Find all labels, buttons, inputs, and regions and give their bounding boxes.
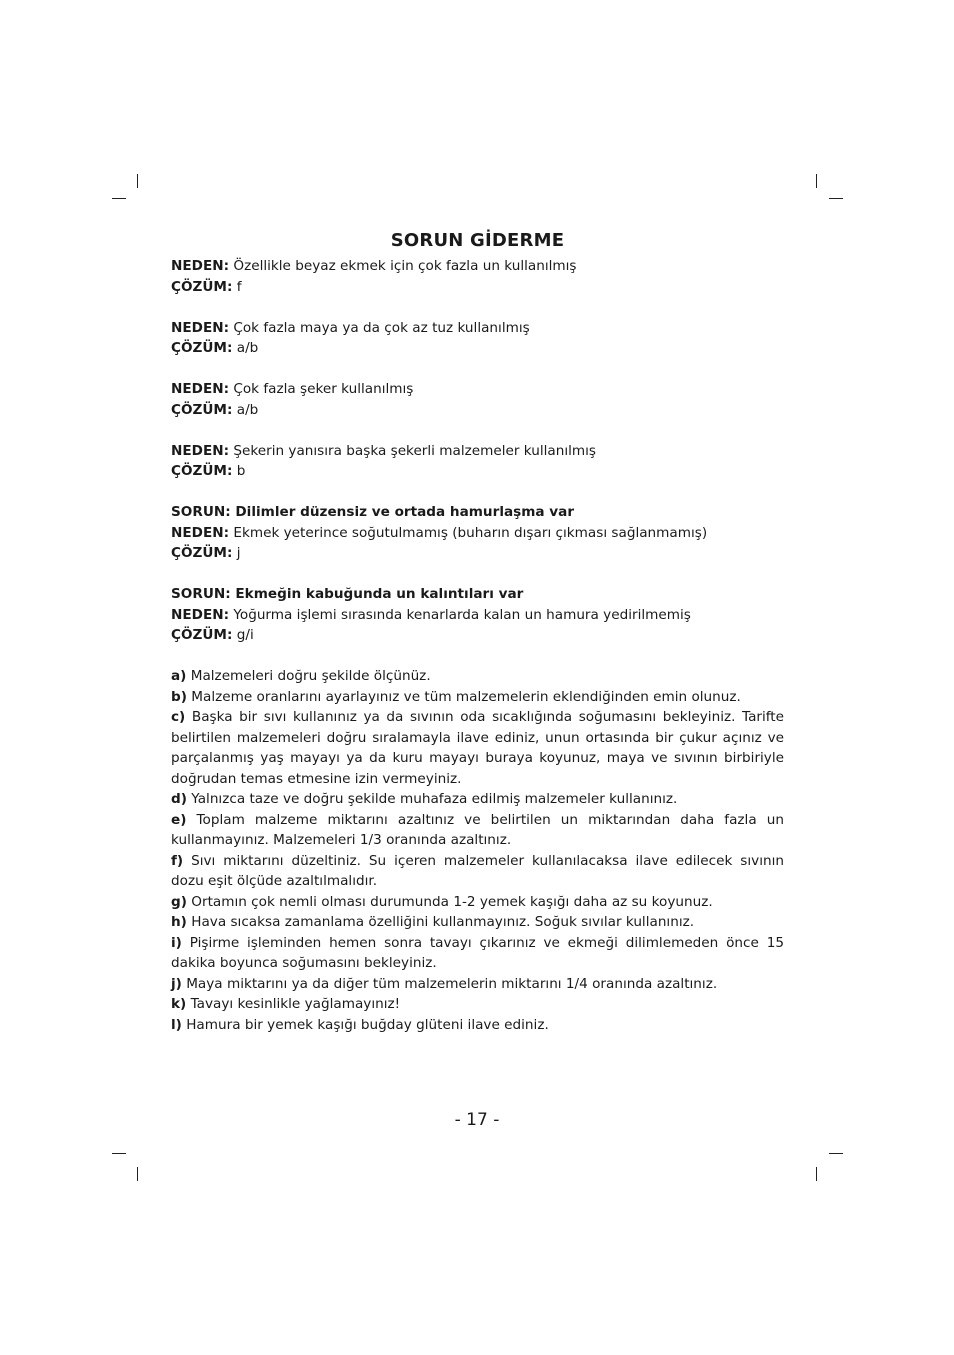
cause-text: Yoğurma işlemi sırasında kenarlarda kalan un hamura yedirilmemiş [233, 606, 691, 623]
cause-text: Ekmek yeterince soğutulmamış (buharın dışarı çıkması sağlanmamış) [233, 524, 708, 541]
solution-item-h [171, 912, 784, 933]
solution-item-d [171, 789, 784, 810]
crop-mark-bottom-right-horizontal [829, 1153, 843, 1154]
entry-5 [171, 502, 784, 564]
solution-line [171, 400, 784, 421]
solution-text: g/i [236, 627, 254, 643]
problem-heading: SORUN: Dilimler düzensiz ve ortada hamurlaşma var [171, 504, 575, 520]
solution-line [171, 277, 784, 298]
solution-item-f [171, 851, 784, 892]
solution-key: b) [171, 688, 187, 705]
solution-item-text: Malzeme oranlarını ayarlayınız ve tüm malzemelerin eklendiğinden emin olunuz. [191, 688, 741, 705]
solution-label: ÇÖZÜM: [171, 401, 233, 418]
cause-text: Şekerin yanısıra başka şekerli malzemeler kullanılmış [233, 442, 596, 459]
entry-1 [171, 256, 784, 297]
solution-item-text: Tavayı kesinlikle yağlamayınız! [190, 996, 401, 1012]
solution-text: f [236, 278, 242, 295]
cause-text: Özellikle beyaz ekmek için çok fazla un kullanılmış [233, 258, 577, 274]
solution-line [171, 461, 784, 482]
solution-item-text: Hava sıcaksa zamanlama özelliğini kullanmayınız. Soğuk sıvılar kullanınız. [191, 914, 695, 930]
solutions-list [171, 666, 784, 1035]
cause-text: Çok fazla maya ya da çok az tuz kullanılmış [233, 319, 530, 336]
entry-6 [171, 584, 784, 646]
solution-item-l [171, 1015, 784, 1036]
solution-text: a/b [236, 340, 259, 356]
cause-line [171, 256, 784, 277]
page-content [171, 228, 784, 1035]
cause-text: Çok fazla şeker kullanılmış [233, 381, 414, 397]
solution-key: a) [171, 668, 187, 684]
solution-item-e [171, 810, 784, 851]
cause-line [171, 441, 784, 462]
crop-mark-top-left-horizontal [112, 198, 126, 199]
solution-label: ÇÖZÜM: [171, 545, 233, 561]
crop-mark-bottom-left-vertical [137, 1167, 138, 1181]
solution-key: i) [171, 934, 182, 951]
crop-mark-top-left-vertical [137, 174, 138, 188]
solution-text: b [236, 463, 246, 479]
solution-item-g [171, 892, 784, 913]
solution-key: h) [171, 914, 187, 930]
cause-line [171, 605, 784, 626]
solution-key: g) [171, 893, 187, 910]
entry-3 [171, 379, 784, 420]
solution-item-text: Sıvı miktarını düzeltiniz. Su içeren malzemeler kullanılacaksa ilave edilecek sıvının dozu eşit ölçüde azaltılmalıdır. [171, 852, 784, 889]
solution-key: d) [171, 791, 187, 807]
cause-label: NEDEN: [171, 606, 230, 623]
solution-text: a/b [236, 401, 259, 418]
solution-item-a [171, 666, 784, 687]
solution-item-text: Malzemeleri doğru şekilde ölçünüz. [190, 668, 431, 684]
solution-key: j) [171, 975, 182, 992]
cause-line [171, 523, 784, 544]
crop-mark-bottom-right-vertical [816, 1167, 817, 1181]
cause-label: NEDEN: [171, 381, 230, 397]
solution-label: ÇÖZÜM: [171, 463, 233, 479]
solution-key: l) [171, 1016, 182, 1033]
page-number: - 17 - [454, 1110, 500, 1130]
page-title: SORUN GİDERME [390, 230, 565, 251]
solution-key: e) [171, 811, 187, 828]
solution-line [171, 625, 784, 646]
solution-item-k [171, 994, 784, 1015]
solution-item-text: Toplam malzeme miktarını azaltınız ve belirtilen un miktarından daha fazla un kullanmayınız. Malzemeleri 1/3 oranında azaltınız. [171, 811, 784, 848]
solution-item-i [171, 933, 784, 974]
solution-line [171, 543, 784, 564]
solution-label: ÇÖZÜM: [171, 627, 233, 643]
entry-2 [171, 318, 784, 359]
solution-text: j [236, 545, 241, 561]
solution-item-b [171, 687, 784, 708]
cause-label: NEDEN: [171, 524, 230, 541]
solution-item-text: Hamura bir yemek kaşığı buğday glüteni ilave ediniz. [186, 1016, 549, 1033]
cause-label: NEDEN: [171, 258, 230, 274]
solution-item-c [171, 707, 784, 789]
solution-item-text: Ortamın çok nemli olması durumunda 1-2 yemek kaşığı daha az su koyunuz. [191, 893, 713, 910]
solution-key: f) [171, 852, 184, 869]
solution-key: k) [171, 996, 187, 1012]
cause-line [171, 318, 784, 339]
cause-line [171, 379, 784, 400]
solution-label: ÇÖZÜM: [171, 340, 233, 356]
solution-item-j [171, 974, 784, 995]
entry-4 [171, 441, 784, 482]
crop-mark-top-right-horizontal [829, 198, 843, 199]
solution-key: c) [171, 709, 186, 725]
solution-item-text: Maya miktarını ya da diğer tüm malzemelerin miktarını 1/4 oranında azaltınız. [186, 975, 718, 992]
cause-label: NEDEN: [171, 442, 230, 459]
solution-item-text: Başka bir sıvı kullanınız ya da sıvının oda sıcaklığında soğumasını bekleyiniz. Tarifte belirtilen malzemeleri doğru sıralamayla ilave ediniz, unun ortasında bir çukur açınız ve parçalanmış yaş mayayı ya da kuru mayayı buraya koyunuz, maya ve sıvının birbiriyle doğrudan temas etmesine izin vermeyiniz. [171, 709, 785, 787]
crop-mark-top-right-vertical [816, 174, 817, 188]
solution-item-text: Pişirme işleminden hemen sonra tavayı çıkarınız ve ekmeği dilimlemeden önce 15 dakika boyunca soğumasını bekleyiniz. [171, 934, 784, 971]
crop-mark-bottom-left-horizontal [112, 1153, 126, 1154]
solution-label: ÇÖZÜM: [171, 278, 233, 295]
cause-label: NEDEN: [171, 319, 230, 336]
solution-line [171, 338, 784, 359]
problem-heading: SORUN: Ekmeğin kabuğunda un kalıntıları var [171, 586, 524, 602]
solution-item-text: Yalnızca taze ve doğru şekilde muhafaza edilmiş malzemeler kullanınız. [191, 791, 678, 807]
